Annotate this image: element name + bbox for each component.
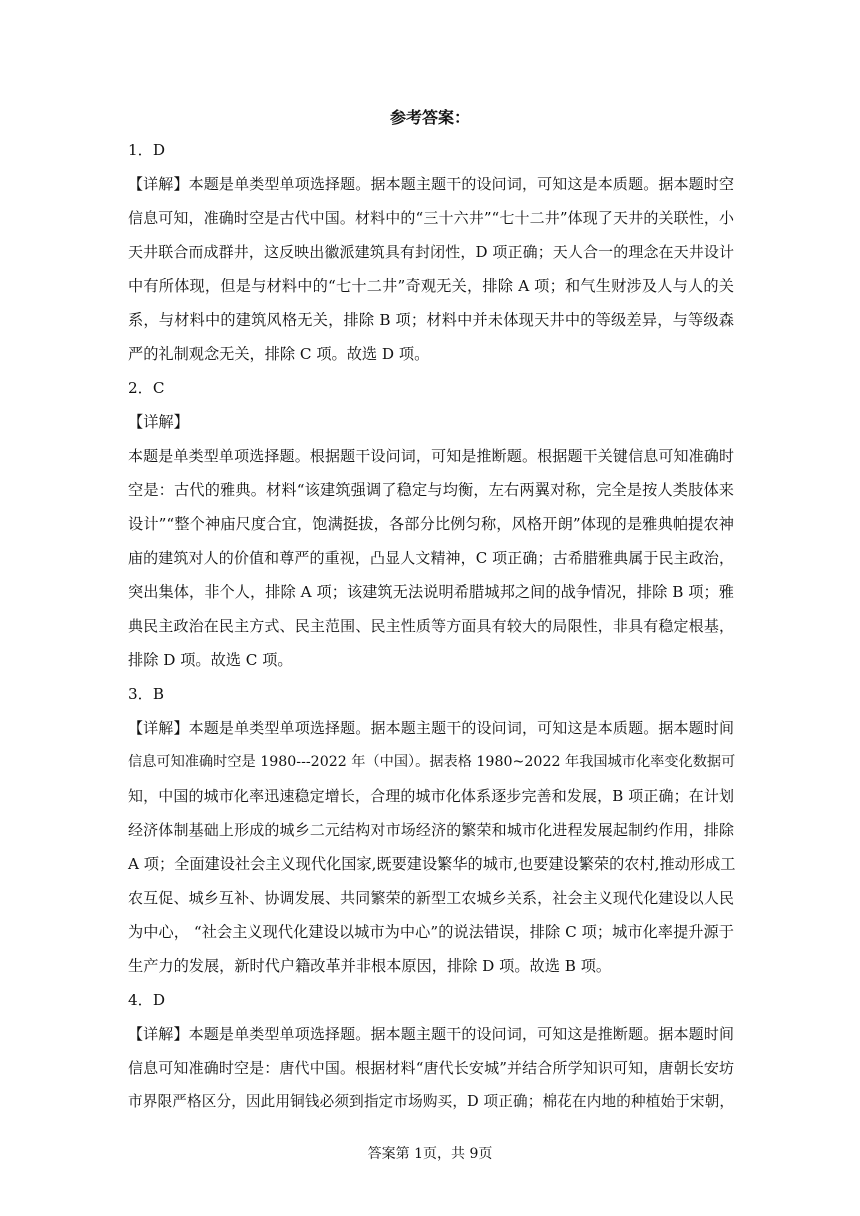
answer-text-line: 信息可知准确时空是 1980---2022 年（中国）。据表格 1980~2022 年我国城市化率变化数据可 — [128, 754, 736, 770]
answer-text-line: 信息可知，准确时空是古代中国。材料中的“三十六井”“七十二井”体现了天井的关联性，小 — [128, 209, 734, 227]
answer-text-line: 系，与材料中的建筑风格无关，排除 B 项；材料中并未体现天井中的等级差异，与等级森 — [128, 311, 734, 329]
answer-text-line: 中有所体现，但是与材料中的“七十二井”奇观无关，排除 A 项；和气生财涉及人与人的关 — [128, 277, 734, 295]
answer-text-line: 天井联合而成群井，这反映出徽派建筑具有封闭性，D 项正确；天人合一的理念在天井设计 — [128, 243, 734, 261]
answer-text-line: 农互促、城乡互补、协调发展、共同繁荣的新型工农城乡关系，社会主义现代化建设以人民 — [128, 889, 734, 907]
answer-text-line: 市界限严格区分，因此用铜钱必须到指定市场购买，D 项正确；棉花在内地的种植始于宋朝， — [128, 1093, 734, 1110]
answer-text-line: A 项；全面建设社会主义现代化国家,既要建设繁华的城市,也要建设繁荣的农村,推动形成工 — [128, 855, 736, 873]
answer-block — [128, 983, 734, 1119]
answer-block — [128, 133, 734, 371]
answer-block — [128, 677, 734, 983]
answer-text-line: 【详解】 — [128, 413, 189, 431]
answer-text-line: 【详解】本题是单类型单项选择题。据本题主题干的设问词，可知这是本质题。据本题时空 — [128, 175, 734, 193]
answer-number: 1．D — [128, 141, 166, 159]
page-title: 参考答案： — [389, 108, 470, 127]
answer-text-line: 庙的建筑对人的价值和尊严的重视，凸显人文精神，C 项正确；古希腊雅典属于民主政治， — [128, 549, 734, 567]
answer-block — [128, 371, 734, 677]
answer-text-line: 本题是单类型单项选择题。根据题干设问词，可知是推断题。根据题干关键信息可知准确时 — [128, 447, 734, 465]
answer-text-line: 空是：古代的雅典。材料“该建筑强调了稳定与均衡，左右两翼对称，完全是按人类肢体来 — [128, 481, 734, 499]
answer-text-line: 严的礼制观念无关，排除 C 项。故选 D 项。 — [128, 345, 430, 363]
answer-number: 2．C — [128, 379, 165, 397]
answer-text-line: 经济体制基础上形成的城乡二元结构对市场经济的繁荣和城市化进程发展起制约作用，排除 — [128, 821, 734, 839]
answer-text-line: 【详解】本题是单类型单项选择题。据本题主题干的设问词，可知这是本质题。据本题时间 — [128, 719, 734, 737]
answer-text-line: 【详解】本题是单类型单项选择题。据本题主题干的设问词，可知这是推断题。据本题时间 — [128, 1025, 734, 1043]
answer-text-line: 知，中国的城市化率迅速稳定增长，合理的城市化体系逐步完善和发展，B 项正确；在计划 — [128, 787, 734, 805]
answer-number: 4．D — [128, 991, 166, 1009]
answer-number: 3．B — [128, 685, 165, 703]
answer-text-line: 为中心， “社会主义现代化建设以城市为中心”的说法错误，排除 C 项；城市化率提升源于 — [128, 923, 734, 941]
answer-text-line: 排除 D 项。故选 C 项。 — [128, 651, 293, 669]
answer-text-line: 典民主政治在民主方式、民主范围、民主性质等方面具有较大的局限性，非具有稳定根基， — [128, 617, 734, 635]
answer-content — [128, 133, 734, 1119]
answer-text-line: 突出集体，非个人，排除 A 项；该建筑无法说明希腊城邦之间的战争情况，排除 B 项；雅 — [128, 583, 734, 601]
page-footer: 答案第 1页，共 9页 — [367, 1146, 493, 1162]
answer-text-line: 设计”“整个神庙尺度合宜，饱满挺拔，各部分比例匀称，风格开朗”体现的是雅典帕提农神 — [128, 515, 734, 533]
answer-text-line: 信息可知准确时空是：唐代中国。根据材料“唐代长安城”并结合所学知识可知，唐朝长安坊 — [128, 1059, 734, 1077]
answer-text-line: 生产力的发展，新时代户籍改革并非根本原因，排除 D 项。故选 B 项。 — [128, 957, 612, 975]
